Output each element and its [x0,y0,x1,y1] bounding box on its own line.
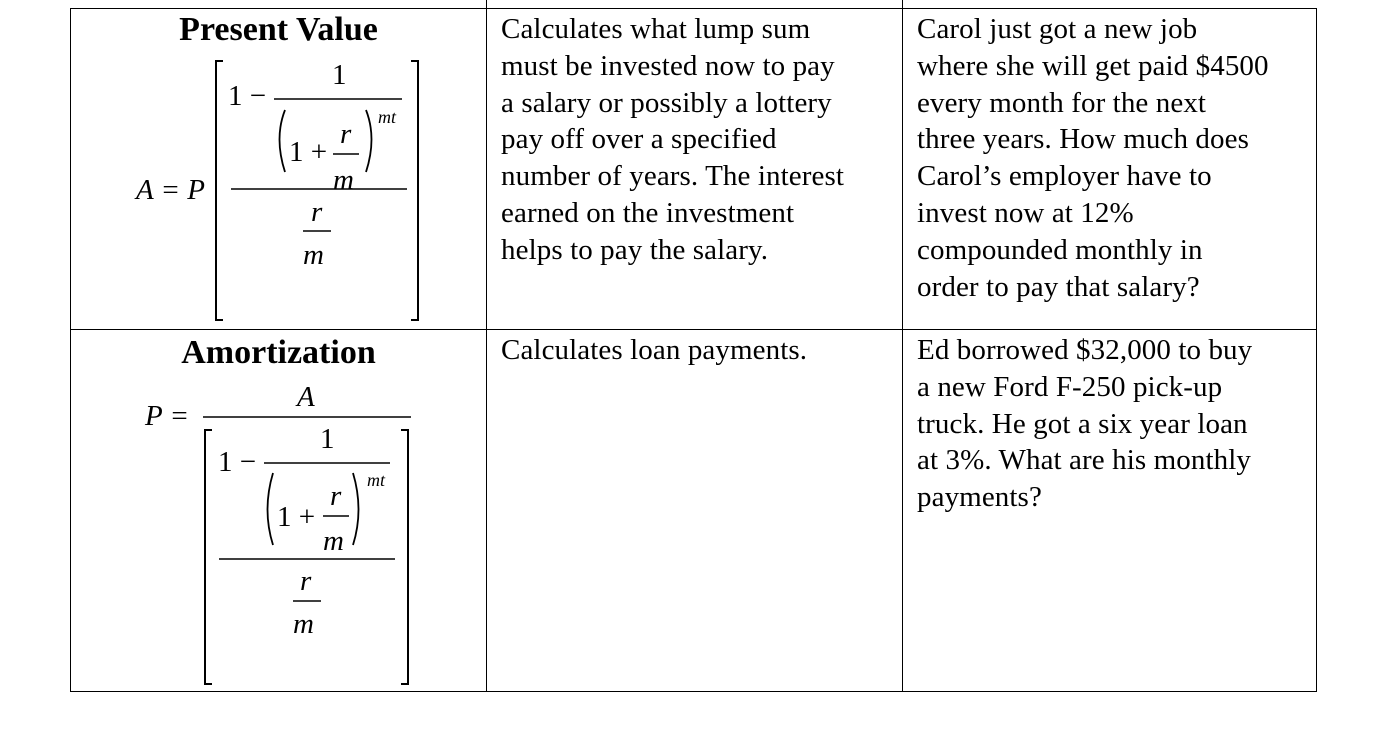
formula-lhs: A = P [136,174,205,206]
formula-cell [71,330,486,692]
example-line: invest now at 12% [917,196,1134,229]
example-line: Carol just got a new job [917,13,1198,45]
description-line: helps to pay the salary. [501,233,769,266]
one: 1 [320,423,335,455]
one-minus: 1 − [218,446,257,478]
one-plus: 1 + [289,136,328,168]
example-line: compounded monthly in [917,233,1203,266]
amortization-formula [71,330,486,692]
row-heading: Present Value [179,11,378,48]
numerator-a: A [297,381,315,413]
example-line: Carol’s employer have to [917,160,1212,193]
one-plus: 1 + [277,501,316,533]
one: 1 [332,59,347,91]
one-minus: 1 − [228,80,267,112]
description-line: Calculates what lump sum [501,13,811,45]
description-cell [487,330,903,692]
r-var: r [330,480,342,512]
example-line: where she will get paid $4500 [917,49,1269,82]
description-line: earned on the investment [501,196,795,229]
table-row-present-value [71,9,1316,330]
example-cell [904,330,1318,692]
example-line: every month for the next [917,86,1207,119]
exponent: mt [367,470,385,490]
description-line: must be invested now to pay [501,49,835,82]
example-line: truck. He got a six year loan [917,407,1248,440]
present-value-formula [71,9,486,329]
example-cell [904,9,1318,329]
description-line: pay off over a specified [501,123,777,156]
description-line: Calculates loan payments. [501,334,808,366]
formula-lhs: P = [145,400,190,432]
example-line: order to pay that salary? [917,270,1200,303]
r-var: r [311,196,323,228]
description-line: a salary or possibly a lottery [501,86,832,119]
example-line: at 3%. What are his monthly [917,444,1251,477]
r-var: r [300,565,312,597]
exponent: mt [378,107,396,127]
formula-cell [71,9,486,329]
m-var: m [303,239,324,271]
example-line: three years. How much does [917,123,1249,156]
row-heading: Amortization [181,334,376,371]
example-line: a new Ford F-250 pick-up [917,370,1223,403]
description-line: number of years. The interest [501,160,844,193]
m-var: m [323,525,344,557]
example-line: payments? [917,481,1042,514]
description-cell [487,9,903,329]
r-var: r [340,118,352,150]
m-var: m [333,164,354,196]
table-row-amortization [71,330,1316,692]
formula-table [70,8,1317,692]
m-var: m [293,608,314,640]
example-line: Ed borrowed $32,000 to buy [917,334,1253,366]
